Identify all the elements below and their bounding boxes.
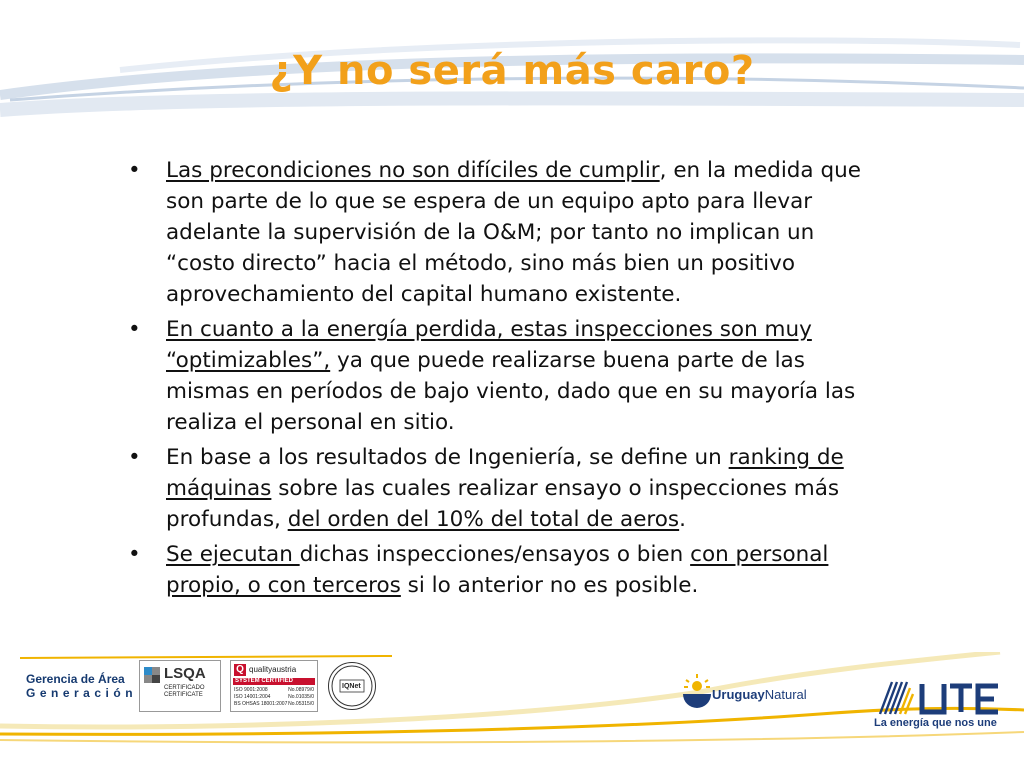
bullet-list (128, 155, 888, 605)
uruguay-natural-part1: Uruguay (712, 687, 765, 702)
bullet-text-underlined: En cuanto a la energía perdida, estas inspecciones son muy “optimizables”, (166, 317, 812, 373)
lsqa-line1: CERTIFICADO (164, 685, 205, 691)
gerencia-label (26, 672, 137, 700)
bullet-text: sobre las cuales realizar ensayo o inspecciones más profundas, (166, 476, 840, 532)
iqnet-text: IQNet (342, 683, 361, 690)
quality-austria-number: No.05315/0 (288, 701, 314, 707)
lsqa-line2: CERTIFICATE (164, 692, 203, 698)
bullet-text-underlined: con personal propio, o con terceros (166, 542, 829, 598)
ute-mark-icon (880, 682, 913, 714)
gerencia-line1: Gerencia de Área (26, 672, 125, 686)
lsqa-name: LSQA (164, 665, 206, 682)
bullet-text-underlined: Las precondiciones no son difíciles de cumplir (166, 158, 660, 183)
quality-austria-standard: ISO 14001:2004 (234, 694, 271, 700)
quality-austria-rows (234, 687, 314, 708)
quality-austria-standard: BS OHSAS 18001:2007 (234, 701, 288, 707)
slide-title: ¿Y no será más caro? (269, 48, 755, 94)
quality-austria-row (234, 694, 314, 701)
bullet-item (128, 155, 888, 310)
bullet-text: . (679, 507, 686, 532)
lsqa-certificate-logo (139, 660, 221, 712)
gerencia-line2: Generación (26, 686, 138, 700)
bullet-text-underlined: del orden del 10% del total de aeros (287, 507, 680, 532)
ute-logo (878, 680, 1002, 716)
bullet-text: , en la medida que son parte de lo que se espera de un equipo apto para llevar adelante la supervisión de la O&M; por tanto no implican un “costo directo” hacia el método, sino más bien un positivo aprovechamiento del capital humano existente. (166, 158, 861, 307)
ute-letters-icon (922, 684, 998, 712)
bullet-text: dichas inspecciones/ensayos o bien (299, 542, 691, 567)
bullet-text-underlined: ranking de máquinas (166, 445, 844, 501)
quality-austria-row (234, 701, 314, 708)
bullet-item (128, 539, 888, 601)
bullet-text: si lo anterior no es posible. (400, 573, 699, 598)
quality-austria-row (234, 687, 314, 694)
bullet-item (128, 442, 888, 535)
bullet-text-underlined: Se ejecutan (166, 542, 300, 567)
quality-austria-number: No.01035/0 (288, 694, 314, 700)
quality-austria-q-icon: Q (234, 664, 246, 676)
quality-austria-banner: SYSTEM CERTIFIED (235, 678, 294, 684)
quality-austria-standard: ISO 9001:2008 (234, 687, 268, 693)
ute-slogan: La energía que nos une (874, 717, 997, 729)
uruguay-natural-part2: Natural (764, 687, 807, 702)
iqnet-certificate-logo (328, 662, 376, 710)
quality-austria-name: qualityaustria (249, 665, 297, 674)
uruguay-natural-logo (712, 687, 807, 702)
bullet-text: ya que puede realizarse buena parte de las mismas en períodos de bajo viento, dado que en su mayoría las realiza el personal en sitio. (166, 348, 856, 435)
bullet-item (128, 314, 888, 438)
quality-austria-certificate-logo (230, 660, 318, 712)
quality-austria-number: No.08979/0 (288, 687, 314, 693)
bullet-text: En base a los resultados de Ingeniería, se define un (166, 445, 729, 470)
